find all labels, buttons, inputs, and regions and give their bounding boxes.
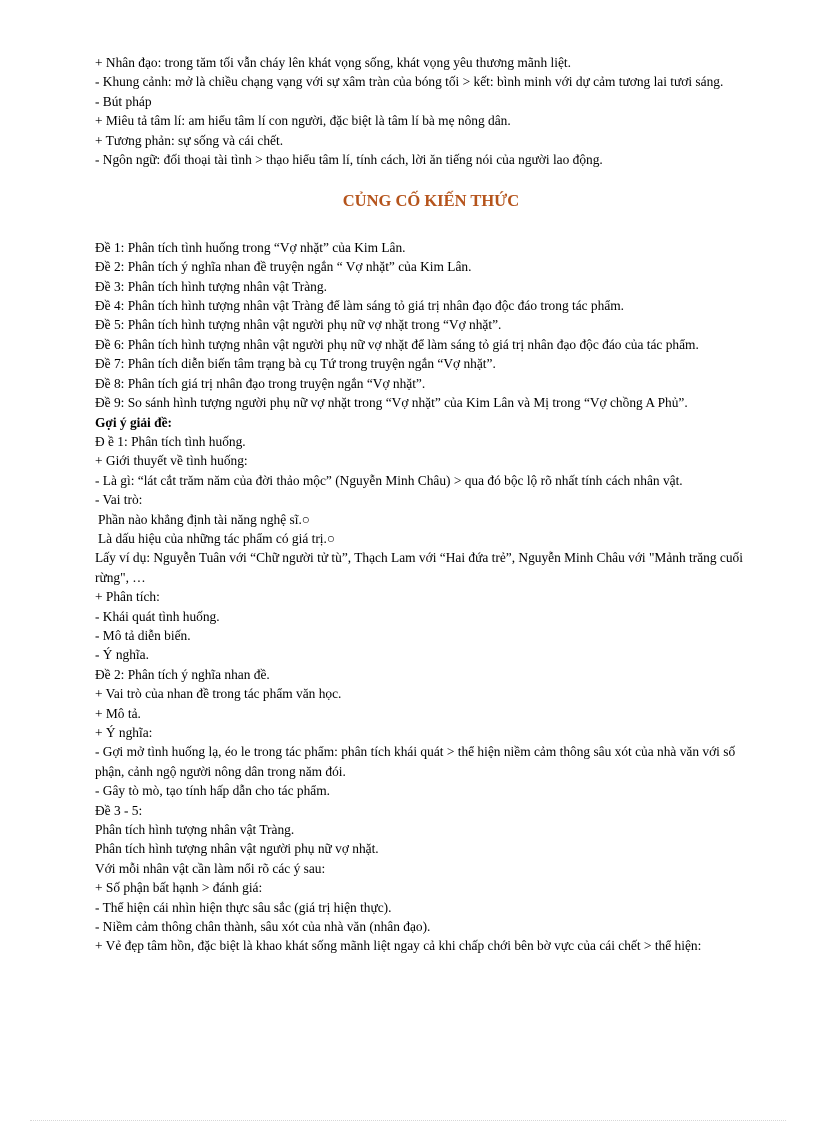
topic-item: Đề 5: Phân tích hình tượng nhân vật người phụ nữ vợ nhặt trong “Vợ nhặt”. (95, 317, 502, 333)
text-line: Đề 3 - 5: (95, 802, 143, 818)
document-page (95, 53, 767, 956)
text-line: - Ngôn ngữ: đối thoại tài tình > thạo hiểu tâm lí, tính cách, lời ăn tiếng nói của người lao động. (95, 152, 603, 168)
text-line: + Số phận bất hạnh > đánh giá: (95, 880, 263, 896)
text-line: + Giới thuyết về tình huống: (95, 453, 248, 469)
text-line: Phân tích hình tượng nhân vật người phụ nữ vợ nhặt. (95, 841, 379, 857)
guide-title: Gợi ý giải đề: (95, 414, 172, 430)
text-line: - Khái quát tình huống. (95, 608, 220, 624)
text-line: - Ý nghĩa. (95, 647, 149, 663)
text-line: Lấy ví dụ: Nguyễn Tuân với “Chữ người tử tù”, Thạch Lam với “Hai đứa trẻ”, Nguyễn Minh Châu với "Mảnh trăng cuối rừng", … (95, 550, 743, 585)
text-line: + Vai trò của nhan đề trong tác phẩm văn học. (95, 686, 342, 702)
topic-item: Đề 4: Phân tích hình tượng nhân vật Tràng để làm sáng tỏ giá trị nhân đạo độc đáo trong tác phẩm. (95, 298, 625, 314)
text-line: Đ ề 1: Phân tích tình huống. (95, 433, 246, 449)
page-divider (30, 1120, 786, 1121)
topic-item: Đề 7: Phân tích diễn biến tâm trạng bà cụ Tứ trong truyện ngắn “Vợ nhặt”. (95, 356, 496, 372)
text-line: Là dấu hiệu của những tác phẩm có giá trị.○ (98, 530, 335, 546)
topic-item: Đề 6: Phân tích hình tượng nhân vật người phụ nữ vợ nhặt để làm sáng tỏ giá trị nhân đạo độc đáo của tác phẩm. (95, 336, 699, 352)
text-line: - Khung cảnh: mở là chiều chạng vạng với sự xâm tràn của bóng tối > kết: bình minh với dự cảm tương lai tươi sáng. (95, 74, 724, 90)
text-line: + Ý nghĩa: (95, 725, 153, 740)
text-line: + Phân tích: (95, 589, 160, 605)
text-line: + Nhân đạo: trong tăm tối vẫn cháy lên khát vọng sống, khát vọng yêu thương mãnh liệt. (95, 55, 571, 70)
text-line: + Mô tả. (95, 705, 141, 721)
topic-item: Đề 2: Phân tích ý nghĩa nhan đề truyện ngắn “ Vợ nhặt” của Kim Lân. (95, 259, 472, 275)
text-line: - Gợi mở tình huống lạ, éo le trong tác phẩm: phân tích khái quát > thể hiện niềm cảm thông sâu xót của nhà văn với số phận, cảnh ngộ người nông dân trong năm đói. (95, 744, 736, 779)
text-line: - Gây tò mò, tạo tính hấp dẫn cho tác phẩm. (95, 783, 331, 799)
topic-item: Đề 1: Phân tích tình huống trong “Vợ nhặt” của Kim Lân. (95, 239, 406, 255)
text-line: - Mô tả diễn biến. (95, 627, 191, 643)
text-line: - Bút pháp (95, 93, 152, 109)
topic-item: Đề 3: Phân tích hình tượng nhân vật Tràng. (95, 278, 327, 294)
text-line: + Miêu tả tâm lí: am hiểu tâm lí con người, đặc biệt là tâm lí bà mẹ nông dân. (95, 113, 511, 129)
text-line: - Thể hiện cái nhìn hiện thực sâu sắc (giá trị hiện thực). (95, 899, 392, 915)
text-line: Phần nào khẳng định tài năng nghệ sĩ.○ (98, 511, 310, 527)
text-line: - Là gì: “lát cắt trăm năm của đời thảo mộc” (Nguyễn Minh Châu) > qua đó bộc lộ rõ nhất tính cách nhân vật. (95, 472, 683, 488)
text-line: Với mỗi nhân vật cần làm nổi rõ các ý sau: (95, 860, 326, 876)
text-line: Đề 2: Phân tích ý nghĩa nhan đề. (95, 666, 270, 682)
text-line: + Vẻ đẹp tâm hồn, đặc biệt là khao khát sống mãnh liệt ngay cả khi chấp chới bên bờ vực của cái chết > thể hiện: (95, 938, 702, 954)
topic-item: Đề 9: So sánh hình tượng người phụ nữ vợ nhặt trong “Vợ nhặt” của Kim Lân và Mị trong “Vợ chồng A Phủ”. (95, 395, 688, 411)
topic-item: Đề 8: Phân tích giá trị nhân đạo trong truyện ngắn “Vợ nhặt”. (95, 375, 426, 391)
text-line: Phân tích hình tượng nhân vật Tràng. (95, 822, 295, 838)
text-line: - Niềm cảm thông chân thành, sâu xót của nhà văn (nhân đạo). (95, 919, 431, 935)
text-line: - Vai trò: (95, 492, 143, 508)
section-heading: CỦNG CỐ KIẾN THỨC (342, 191, 520, 211)
text-line: + Tương phản: sự sống và cái chết. (95, 132, 284, 148)
